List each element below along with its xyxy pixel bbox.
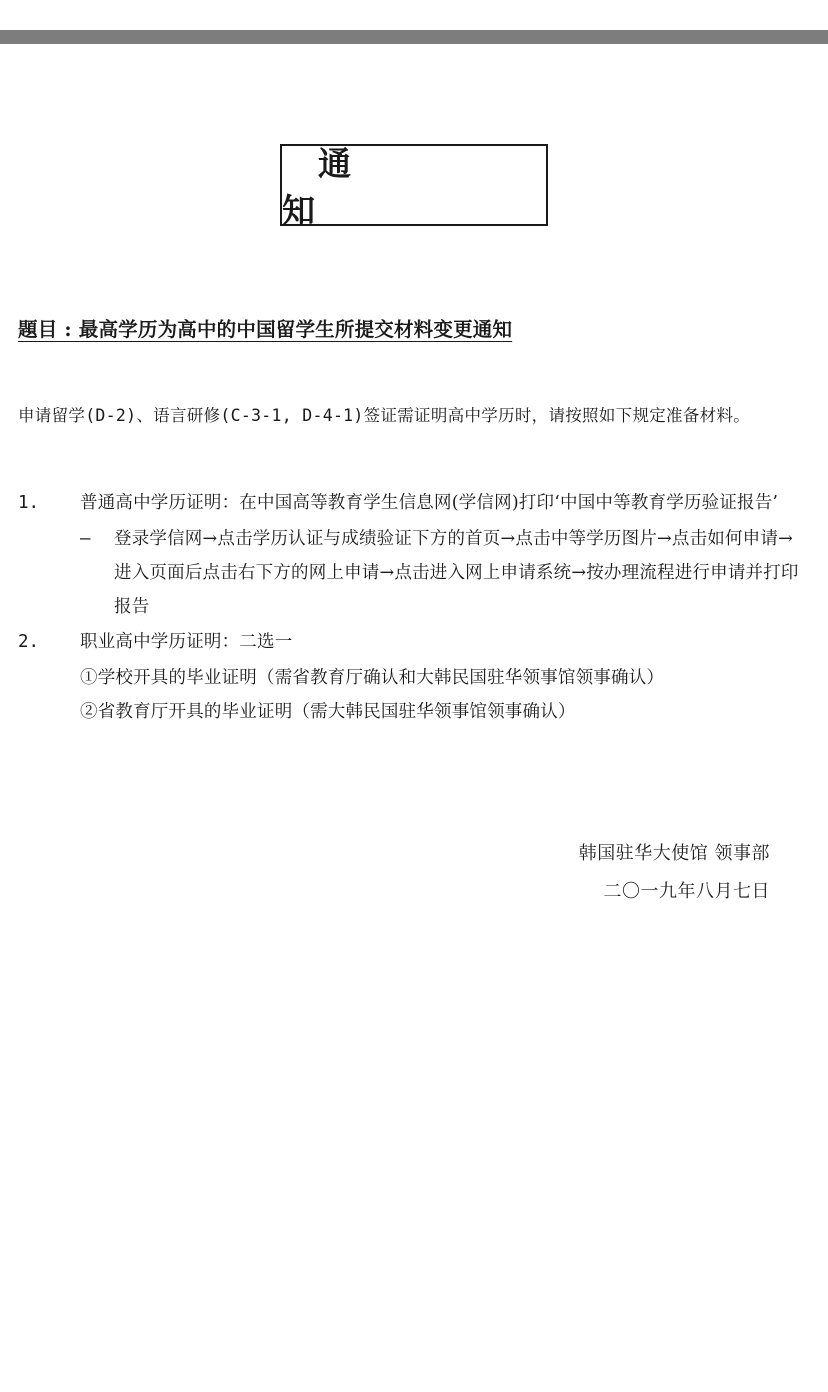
list-item-number: 2. <box>18 631 40 652</box>
signature-block <box>18 835 810 911</box>
option-item-2: ②省教育厅开具的毕业证明（需大韩民国驻华领事馆领事确认） <box>80 701 576 722</box>
top-gray-bar <box>0 30 828 44</box>
sub-list-text: 登录学信网→点击学历认证与成绩验证下方的首页→点击中等学历图片→点击如何申请→进入页面后点击右下方的网上申请→点击进入网上申请系统→按办理流程进行申请并打印报告 <box>114 529 799 618</box>
page-top-margin <box>0 0 828 30</box>
intro-paragraph: 申请留学(D-2)、语言研修(C-3-1, D-4-1)签证需证明高中学历时，请按照如下规定准备材料。 <box>18 406 751 425</box>
signature-organization: 韩国驻华大使馆 领事部 <box>578 842 770 864</box>
list-item-text: 普通高中学历证明：在中国高等教育学生信息网(学信网)打印‘中国中等教育学历验证报告’ <box>80 493 779 513</box>
document-body <box>0 144 828 910</box>
list-item-number: 1. <box>18 493 40 513</box>
option-item-1: ①学校开具的毕业证明（需省教育厅确认和大韩民国驻华领事馆领事确认） <box>80 667 665 688</box>
title-box-container <box>18 144 810 230</box>
signature-date: 二〇一九年八月七日 <box>603 880 770 902</box>
subject-heading: 題目 : 最高学历为高中的中国留学生所提交材料变更通知 <box>18 318 513 341</box>
list-item <box>18 486 810 520</box>
sub-list-marker: – <box>80 529 91 550</box>
sub-list-item <box>80 522 810 624</box>
list-item <box>18 625 810 659</box>
list-item-text: 职业高中学历证明：二选一 <box>80 631 293 652</box>
title-box <box>280 144 548 230</box>
numbered-list <box>18 486 810 729</box>
document-title: 通 知 <box>282 144 525 230</box>
